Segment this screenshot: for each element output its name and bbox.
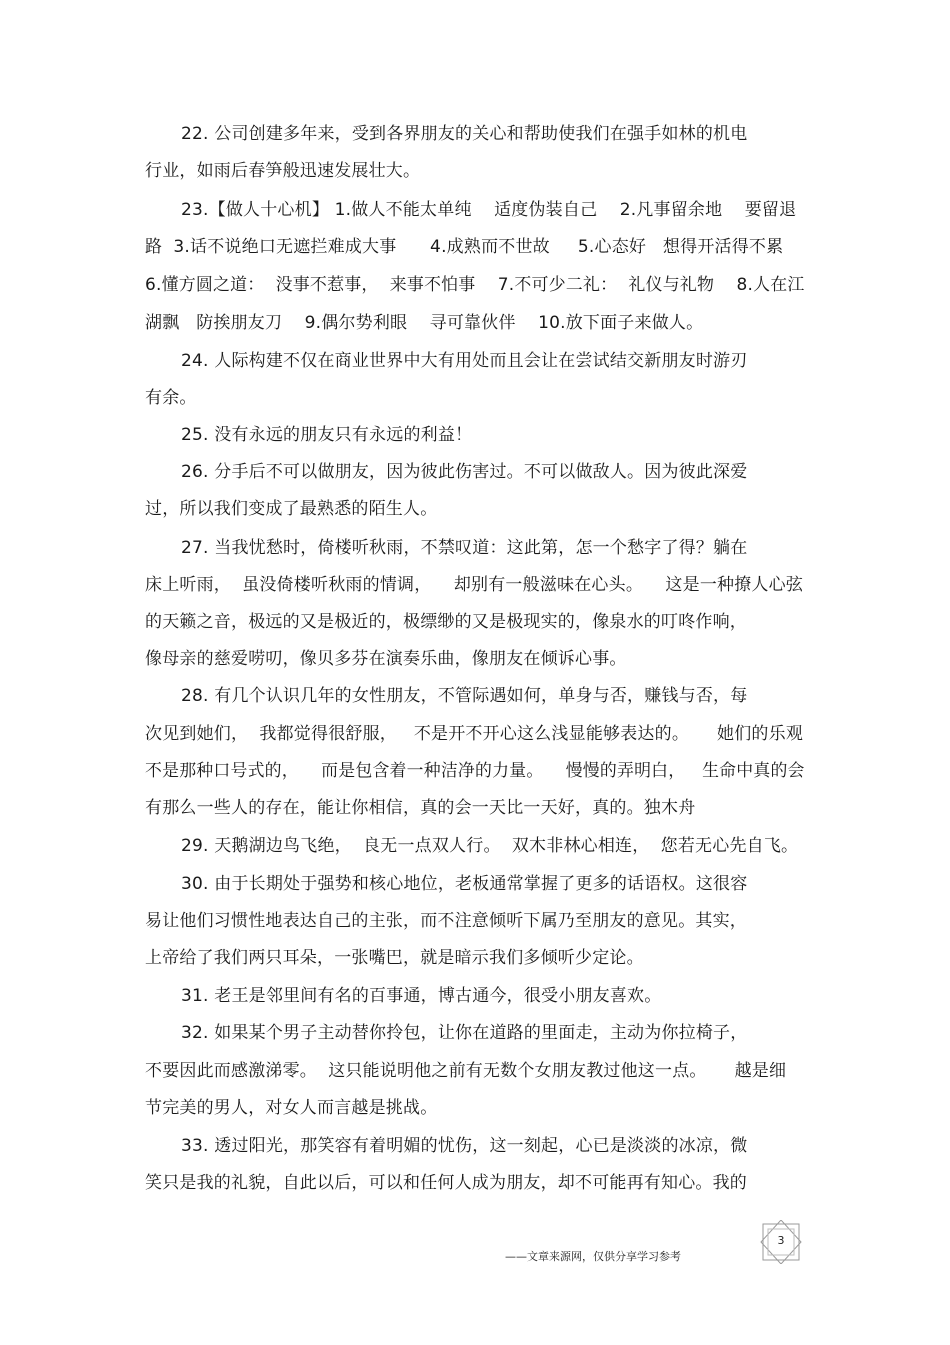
text-line: 次见到她们， 我都觉得很舒服， 不是开不开心这么浅显能够表达的。 她们的乐观	[145, 724, 804, 744]
text-line: 行业，如雨后春笋般迅速发展壮大。	[145, 161, 421, 181]
text-line: 不是那种口号式的， 而是包含着一种洁净的力量。 慢慢的弄明白， 生命中真的会	[145, 761, 805, 781]
text-line: 节完美的男人，对女人而言越是挑战。	[145, 1098, 438, 1118]
text-line: 路 3.话不说绝口无遮拦难成大事 4.成熟而不世故 5.心态好 想得开活得不累	[145, 237, 784, 257]
text-line: 湖飘 防挨朋友刀 9.偶尔势利眼 寻可靠伙伴 10.放下面子来做人。	[145, 313, 704, 333]
text-line: 26. 分手后不可以做朋友，因为彼此伤害过。不可以做敌人。因为彼此深爱	[181, 462, 748, 482]
text-line: 有那么一些人的存在，能让你相信，真的会一天比一天好，真的。独木舟	[145, 798, 696, 818]
text-line: 易让他们习惯性地表达自己的主张，而不注意倾听下属乃至朋友的意见。其实，	[145, 911, 747, 931]
text-line: 32. 如果某个男子主动替你拎包，让你在道路的里面走，主动为你拉椅子，	[181, 1023, 748, 1043]
text-line: 27. 当我忧愁时，倚楼听秋雨，不禁叹道：这此第，怎一个愁字了得？躺在	[181, 538, 748, 558]
text-line: 31. 老王是邻里间有名的百事通，博古通今，很受小朋友喜欢。	[181, 986, 662, 1006]
footer-source-note: ——文章来源网，仅供分享学习参考	[505, 1250, 681, 1263]
text-line: 23.【做人十心机】 1.做人不能太单纯 适度伪装自己 2.凡事留余地 要留退	[181, 200, 797, 220]
text-line: 30. 由于长期处于强势和核心地位，老板通常掌握了更多的话语权。这很容	[181, 874, 748, 894]
text-line: 22. 公司创建多年来，受到各界朋友的关心和帮助使我们在强手如林的机电	[181, 124, 748, 144]
text-line: 不要因此而感激涕零。 这只能说明他之前有无数个女朋友教过他这一点。 越是细	[145, 1061, 787, 1081]
page-number: 3	[777, 1234, 785, 1247]
text-line: 过，所以我们变成了最熟悉的陌生人。	[145, 499, 438, 519]
text-line: 有余。	[145, 388, 197, 408]
page-number-badge	[757, 1220, 805, 1264]
text-line: 笑只是我的礼貌，自此以后，可以和任何人成为朋友，却不可能再有知心。我的	[145, 1173, 747, 1193]
text-line: 的天籁之音，极远的又是极近的，极缥缈的又是极现实的，像泉水的叮咚作响，	[145, 612, 747, 632]
text-line: 床上听雨， 虽没倚楼听秋雨的情调， 却别有一般滋味在心头。 这是一种撩人心弦	[145, 575, 804, 595]
text-line: 上帝给了我们两只耳朵，一张嘴巴，就是暗示我们多倾听少定论。	[145, 948, 644, 968]
text-line: 6.懂方圆之道： 没事不惹事， 来事不怕事 7.不可少二礼： 礼仪与礼物 8.人在江	[145, 275, 805, 295]
text-line: 像母亲的慈爱唠叨，像贝多芬在演奏乐曲，像朋友在倾诉心事。	[145, 649, 627, 669]
text-line: 29. 天鹅湖边鸟飞绝， 良无一点双人行。 双木非林心相连， 您若无心先自飞。	[181, 836, 799, 856]
text-line: 28. 有几个认识几年的女性朋友，不管际遇如何，单身与否，赚钱与否，每	[181, 686, 748, 706]
text-line: 25. 没有永远的朋友只有永远的利益！	[181, 425, 473, 445]
text-line: 33. 透过阳光，那笑容有着明媚的忧伤，这一刻起，心已是淡淡的冰凉，微	[181, 1136, 748, 1156]
text-line: 24. 人际构建不仅在商业世界中大有用处而且会让在尝试结交新朋友时游刃	[181, 351, 748, 371]
